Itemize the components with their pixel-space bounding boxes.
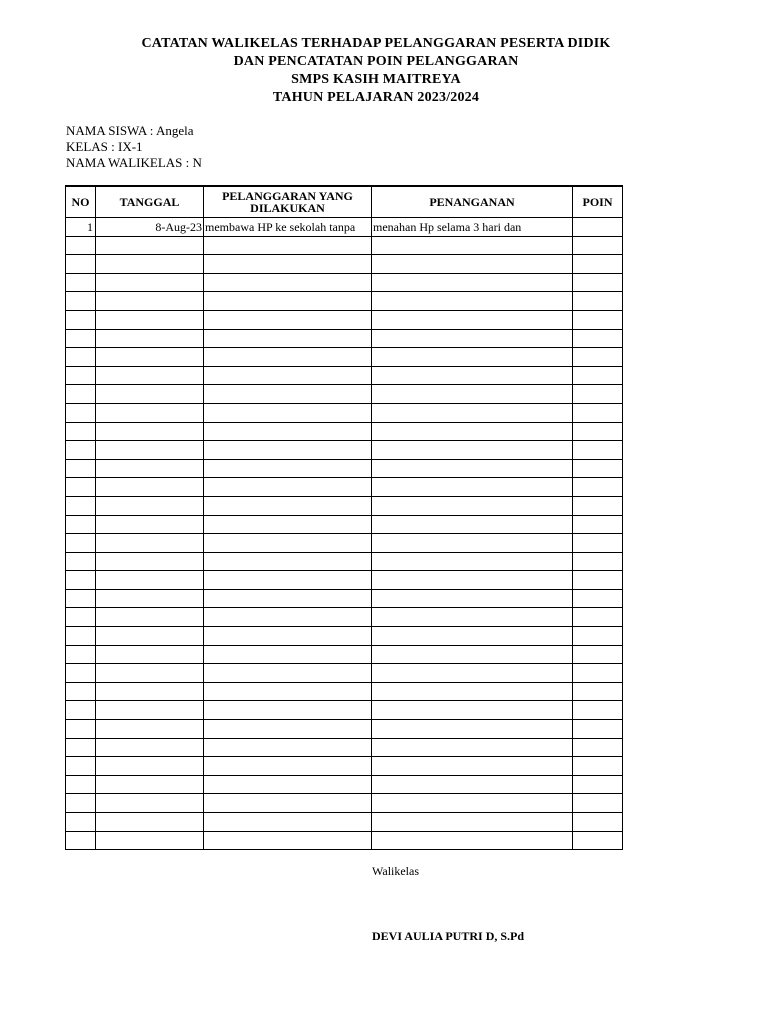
cell-pelanggaran <box>204 292 372 311</box>
cell-pelanggaran <box>204 720 372 739</box>
header-poin: POIN <box>573 186 623 218</box>
cell-tanggal: 8-Aug-23 <box>96 218 204 237</box>
cell-no <box>66 775 96 794</box>
cell-poin <box>573 738 623 757</box>
cell-poin <box>573 478 623 497</box>
table-row <box>66 701 623 720</box>
cell-no <box>66 608 96 627</box>
table-row <box>66 608 623 627</box>
table-row <box>66 496 623 515</box>
cell-pelanggaran <box>204 496 372 515</box>
cell-tanggal <box>96 571 204 590</box>
cell-no <box>66 366 96 385</box>
table-row <box>66 366 623 385</box>
cell-penanganan <box>372 403 573 422</box>
table-row <box>66 441 623 460</box>
cell-penanganan <box>372 589 573 608</box>
table-row <box>66 403 623 422</box>
cell-penanganan <box>372 255 573 274</box>
cell-tanggal <box>96 738 204 757</box>
table-row <box>66 255 623 274</box>
cell-poin <box>573 255 623 274</box>
table-row <box>66 757 623 776</box>
table-row <box>66 589 623 608</box>
cell-no <box>66 831 96 850</box>
cell-pelanggaran <box>204 813 372 832</box>
cell-poin <box>573 348 623 367</box>
homeroom-teacher-field: NAMA WALIKELAS : N <box>66 155 202 170</box>
cell-pelanggaran <box>204 348 372 367</box>
cell-tanggal <box>96 496 204 515</box>
cell-no <box>66 441 96 460</box>
cell-pelanggaran <box>204 534 372 553</box>
cell-poin <box>573 794 623 813</box>
cell-poin <box>573 329 623 348</box>
cell-pelanggaran <box>204 645 372 664</box>
cell-pelanggaran <box>204 385 372 404</box>
cell-no <box>66 645 96 664</box>
table-row <box>66 645 623 664</box>
cell-poin <box>573 236 623 255</box>
header-tanggal: TANGGAL <box>96 186 204 218</box>
cell-pelanggaran <box>204 571 372 590</box>
cell-pelanggaran <box>204 515 372 534</box>
table-row <box>66 720 623 739</box>
cell-tanggal <box>96 664 204 683</box>
cell-no <box>66 329 96 348</box>
cell-poin <box>573 775 623 794</box>
cell-poin <box>573 422 623 441</box>
cell-no <box>66 236 96 255</box>
cell-penanganan <box>372 775 573 794</box>
school-name: SMPS KASIH MAITREYA <box>291 72 461 87</box>
table-row <box>66 682 623 701</box>
header-pelanggaran: PELANGGARAN YANG DILAKUKAN <box>204 186 372 218</box>
cell-tanggal <box>96 459 204 478</box>
cell-penanganan <box>372 571 573 590</box>
cell-pelanggaran <box>204 273 372 292</box>
cell-penanganan <box>372 478 573 497</box>
cell-penanganan <box>372 664 573 683</box>
cell-pelanggaran <box>204 794 372 813</box>
header-no: NO <box>66 186 96 218</box>
cell-no <box>66 478 96 497</box>
cell-poin <box>573 459 623 478</box>
violation-table <box>65 185 623 850</box>
cell-pelanggaran <box>204 403 372 422</box>
cell-penanganan <box>372 645 573 664</box>
cell-poin <box>573 534 623 553</box>
cell-no <box>66 273 96 292</box>
cell-poin <box>573 831 623 850</box>
document-title-line-1: CATATAN WALIKELAS TERHADAP PELANGGARAN PESERTA DIDIK <box>141 36 611 51</box>
cell-pelanggaran <box>204 441 372 460</box>
table-row <box>66 515 623 534</box>
cell-tanggal <box>96 385 204 404</box>
table-row <box>66 794 623 813</box>
cell-penanganan <box>372 831 573 850</box>
cell-no <box>66 496 96 515</box>
cell-poin <box>573 813 623 832</box>
signature-role: Walikelas <box>372 864 420 878</box>
cell-pelanggaran <box>204 701 372 720</box>
cell-poin <box>573 403 623 422</box>
cell-poin <box>573 552 623 571</box>
cell-pelanggaran <box>204 589 372 608</box>
cell-penanganan <box>372 627 573 646</box>
table-row <box>66 385 623 404</box>
table-row <box>66 664 623 683</box>
cell-penanganan <box>372 757 573 776</box>
table-row <box>66 813 623 832</box>
cell-penanganan <box>372 813 573 832</box>
cell-penanganan <box>372 366 573 385</box>
cell-no <box>66 813 96 832</box>
cell-no <box>66 720 96 739</box>
cell-no <box>66 255 96 274</box>
table-row <box>66 478 623 497</box>
cell-pelanggaran <box>204 478 372 497</box>
cell-no <box>66 515 96 534</box>
cell-tanggal <box>96 366 204 385</box>
cell-penanganan <box>372 496 573 515</box>
cell-poin <box>573 218 623 237</box>
table-row <box>66 571 623 590</box>
cell-no <box>66 794 96 813</box>
cell-penanganan <box>372 292 573 311</box>
table-row <box>66 831 623 850</box>
cell-tanggal <box>96 645 204 664</box>
cell-penanganan <box>372 310 573 329</box>
cell-tanggal <box>96 329 204 348</box>
cell-penanganan <box>372 552 573 571</box>
table-row <box>66 738 623 757</box>
cell-no <box>66 552 96 571</box>
table-row <box>66 236 623 255</box>
cell-penanganan <box>372 515 573 534</box>
table-row <box>66 459 623 478</box>
cell-no <box>66 310 96 329</box>
cell-penanganan <box>372 720 573 739</box>
cell-pelanggaran <box>204 738 372 757</box>
cell-poin <box>573 757 623 776</box>
cell-poin <box>573 645 623 664</box>
cell-no <box>66 292 96 311</box>
cell-tanggal <box>96 255 204 274</box>
cell-tanggal <box>96 589 204 608</box>
cell-tanggal <box>96 292 204 311</box>
cell-poin <box>573 682 623 701</box>
cell-penanganan <box>372 273 573 292</box>
cell-no <box>66 534 96 553</box>
cell-no <box>66 757 96 776</box>
cell-pelanggaran: membawa HP ke sekolah tanpa <box>204 218 372 237</box>
cell-penanganan <box>372 236 573 255</box>
cell-no <box>66 422 96 441</box>
cell-no <box>66 682 96 701</box>
cell-no <box>66 571 96 590</box>
cell-penanganan <box>372 385 573 404</box>
cell-penanganan <box>372 608 573 627</box>
cell-poin <box>573 627 623 646</box>
cell-tanggal <box>96 273 204 292</box>
cell-no <box>66 701 96 720</box>
table-row <box>66 310 623 329</box>
cell-tanggal <box>96 720 204 739</box>
table-row <box>66 348 623 367</box>
table-row <box>66 534 623 553</box>
cell-tanggal <box>96 813 204 832</box>
cell-poin <box>573 589 623 608</box>
cell-poin <box>573 496 623 515</box>
cell-pelanggaran <box>204 627 372 646</box>
cell-no <box>66 459 96 478</box>
cell-tanggal <box>96 348 204 367</box>
cell-poin <box>573 701 623 720</box>
table-row <box>66 273 623 292</box>
cell-poin <box>573 571 623 590</box>
cell-tanggal <box>96 701 204 720</box>
cell-pelanggaran <box>204 682 372 701</box>
cell-tanggal <box>96 441 204 460</box>
cell-tanggal <box>96 682 204 701</box>
cell-no <box>66 738 96 757</box>
cell-no <box>66 664 96 683</box>
cell-pelanggaran <box>204 552 372 571</box>
cell-penanganan <box>372 682 573 701</box>
cell-pelanggaran <box>204 831 372 850</box>
cell-tanggal <box>96 831 204 850</box>
cell-poin <box>573 292 623 311</box>
table-header-row <box>66 186 623 218</box>
table-row <box>66 329 623 348</box>
cell-tanggal <box>96 310 204 329</box>
cell-no <box>66 348 96 367</box>
cell-tanggal <box>96 757 204 776</box>
header-penanganan: PENANGANAN <box>372 186 573 218</box>
cell-no <box>66 627 96 646</box>
cell-pelanggaran <box>204 459 372 478</box>
cell-tanggal <box>96 775 204 794</box>
cell-no <box>66 385 96 404</box>
cell-pelanggaran <box>204 608 372 627</box>
cell-penanganan <box>372 422 573 441</box>
cell-tanggal <box>96 552 204 571</box>
cell-poin <box>573 273 623 292</box>
cell-penanganan <box>372 701 573 720</box>
cell-penanganan <box>372 441 573 460</box>
cell-no <box>66 589 96 608</box>
cell-tanggal <box>96 515 204 534</box>
cell-poin <box>573 515 623 534</box>
cell-penanganan <box>372 329 573 348</box>
cell-tanggal <box>96 627 204 646</box>
cell-tanggal <box>96 608 204 627</box>
table-row <box>66 292 623 311</box>
cell-tanggal <box>96 478 204 497</box>
cell-poin <box>573 366 623 385</box>
cell-poin <box>573 608 623 627</box>
cell-poin <box>573 385 623 404</box>
cell-penanganan <box>372 738 573 757</box>
table-row <box>66 422 623 441</box>
student-name-field: NAMA SISWA : Angela <box>66 123 194 138</box>
cell-pelanggaran <box>204 775 372 794</box>
cell-poin <box>573 310 623 329</box>
cell-tanggal <box>96 422 204 441</box>
cell-tanggal <box>96 403 204 422</box>
cell-poin <box>573 720 623 739</box>
cell-penanganan: menahan Hp selama 3 hari dan <box>372 218 573 237</box>
class-field: KELAS : IX-1 <box>66 139 143 154</box>
table-row <box>66 218 623 237</box>
cell-penanganan <box>372 794 573 813</box>
cell-pelanggaran <box>204 310 372 329</box>
document-title-line-2: DAN PENCATATAN POIN PELANGGARAN <box>233 54 519 69</box>
cell-pelanggaran <box>204 329 372 348</box>
cell-penanganan <box>372 459 573 478</box>
cell-poin <box>573 441 623 460</box>
cell-no: 1 <box>66 218 96 237</box>
cell-penanganan <box>372 348 573 367</box>
cell-poin <box>573 664 623 683</box>
academic-year: TAHUN PELAJARAN 2023/2024 <box>272 90 480 105</box>
signature-name: DEVI AULIA PUTRI D, S.Pd <box>372 929 525 943</box>
cell-tanggal <box>96 534 204 553</box>
table-row <box>66 627 623 646</box>
cell-tanggal <box>96 236 204 255</box>
table-row <box>66 775 623 794</box>
cell-pelanggaran <box>204 255 372 274</box>
cell-tanggal <box>96 794 204 813</box>
cell-pelanggaran <box>204 757 372 776</box>
cell-pelanggaran <box>204 664 372 683</box>
table-row <box>66 552 623 571</box>
cell-pelanggaran <box>204 366 372 385</box>
cell-no <box>66 403 96 422</box>
cell-penanganan <box>372 534 573 553</box>
cell-pelanggaran <box>204 236 372 255</box>
cell-pelanggaran <box>204 422 372 441</box>
